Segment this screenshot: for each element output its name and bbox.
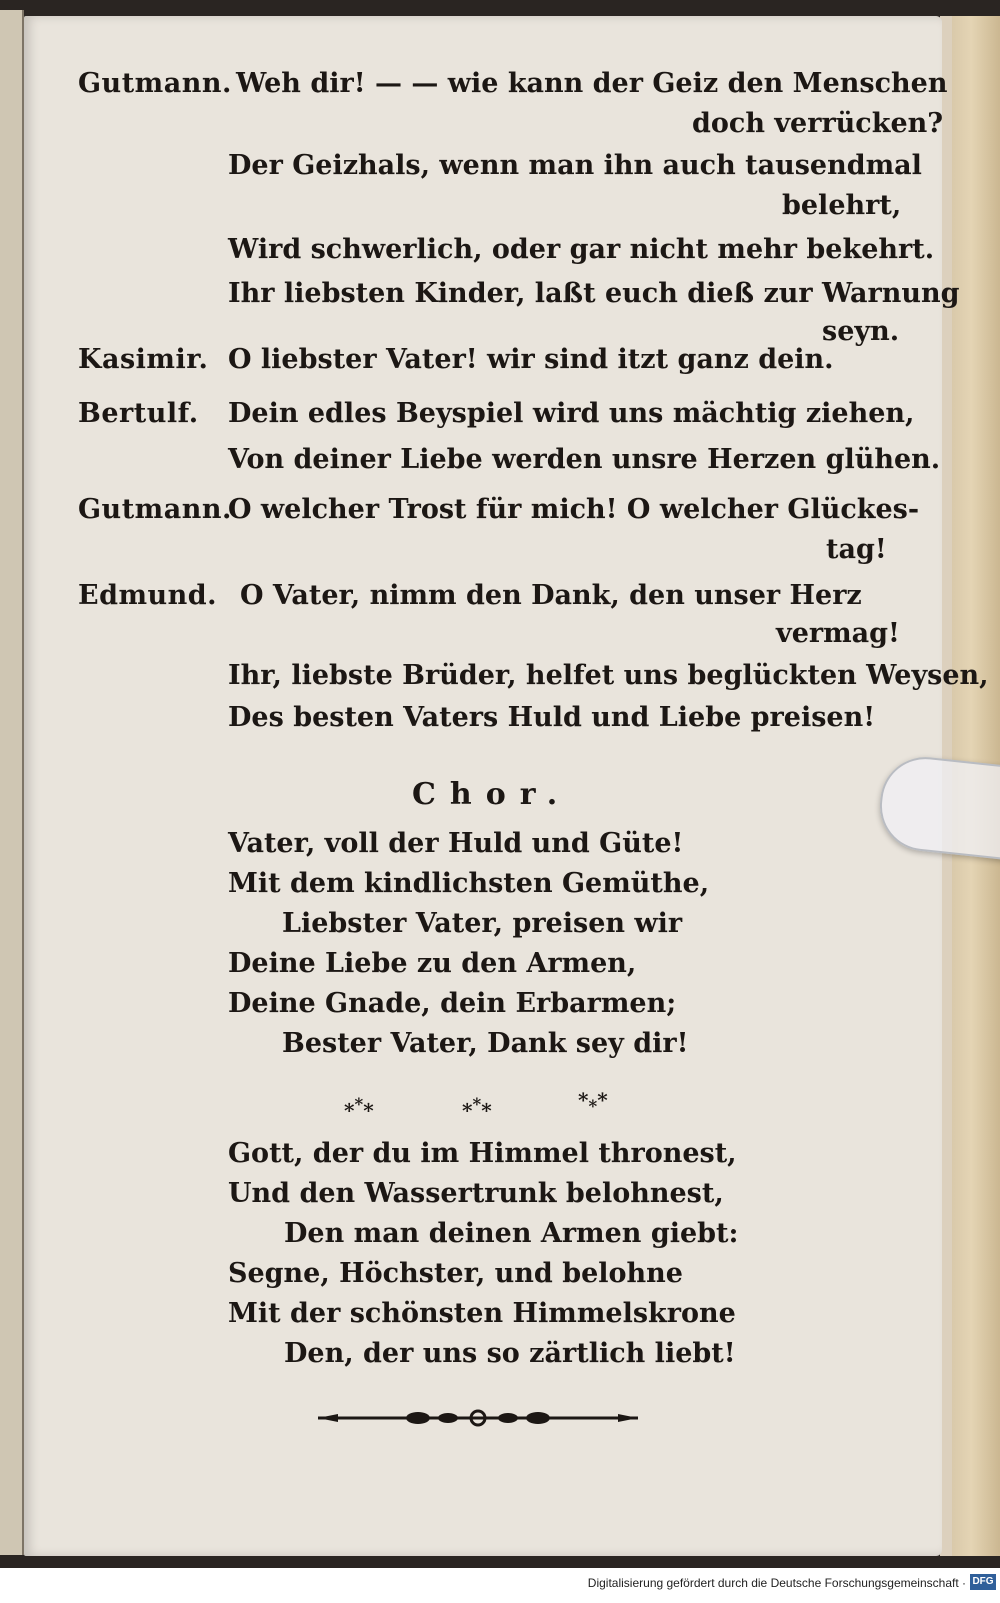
speaker-bertulf: Bertulf. <box>78 398 199 429</box>
asterism-1: *** <box>344 1094 374 1123</box>
line-9: O Vater, nimm den Dank, den unser Herz <box>240 580 862 611</box>
line-8-cont: tag! <box>826 534 887 565</box>
verse2-line-4: Segne, Höchster, und belohne <box>228 1258 683 1289</box>
chor-verse-2: Mit dem kindlichsten Gemüthe, <box>228 868 710 899</box>
line-8: O welcher Trost für mich! O welcher Glückes- <box>228 494 920 525</box>
line-1: Weh dir! — — wie kann der Geiz den Menschen <box>236 68 948 99</box>
chor-verse-4: Deine Liebe zu den Armen, <box>228 948 637 979</box>
chor-verse-6: Bester Vater, Dank sey dir! <box>282 1028 689 1059</box>
verse2-line-5: Mit der schönsten Himmelskrone <box>228 1298 736 1329</box>
line-2-cont: belehrt, <box>782 190 902 221</box>
footer-credit: Digitalisierung gefördert durch die Deutsche Forschungsgemeinschaft · <box>587 1576 966 1590</box>
line-9-cont: vermag! <box>776 618 900 649</box>
ornamental-rule-icon <box>318 1408 638 1428</box>
verse2-line-6: Den, der uns so zärtlich liebt! <box>284 1338 736 1369</box>
line-11: Des besten Vaters Huld und Liebe preisen! <box>228 702 876 733</box>
chor-verse-1: Vater, voll der Huld und Güte! <box>228 828 684 859</box>
line-1-cont: doch verrücken? <box>692 108 944 139</box>
dfg-logo: DFG <box>970 1574 996 1590</box>
chor-verse-5: Deine Gnade, dein Erbarmen; <box>228 988 677 1019</box>
line-3: Wird schwerlich, oder gar nicht mehr bekehrt. <box>228 234 935 265</box>
line-7: Von deiner Liebe werden unsre Herzen glühen. <box>228 444 941 475</box>
verse2-line-1: Gott, der du im Himmel thronest, <box>228 1138 737 1169</box>
line-4-cont: seyn. <box>822 316 900 347</box>
speaker-gutmann-1: Gutmann. <box>78 68 232 99</box>
facing-page-edge <box>0 10 24 1555</box>
verse2-line-3: Den man deinen Armen giebt: <box>284 1218 739 1249</box>
asterism-3: $*_**$ <box>578 1088 608 1116</box>
line-2: Der Geizhals, wenn man ihn auch tausendmal <box>228 150 922 181</box>
chor-heading: Chor. <box>412 777 572 812</box>
line-6: Dein edles Beyspiel wird uns mächtig ziehen, <box>228 398 915 429</box>
line-5: O liebster Vater! wir sind itzt ganz dein. <box>228 344 834 375</box>
speaker-kasimir: Kasimir. <box>78 344 209 375</box>
speaker-gutmann-2: Gutmann. <box>78 494 232 525</box>
verse2-line-2: Und den Wassertrunk belohnest, <box>228 1178 724 1209</box>
line-10: Ihr, liebste Brüder, helfet uns beglückten Weysen, <box>228 660 989 691</box>
line-4: Ihr liebsten Kinder, laßt euch dieß zur Warnung <box>228 278 960 309</box>
chor-verse-3: Liebster Vater, preisen wir <box>282 908 683 939</box>
speaker-edmund: Edmund. <box>78 580 218 611</box>
asterism-2: *** <box>462 1094 492 1123</box>
